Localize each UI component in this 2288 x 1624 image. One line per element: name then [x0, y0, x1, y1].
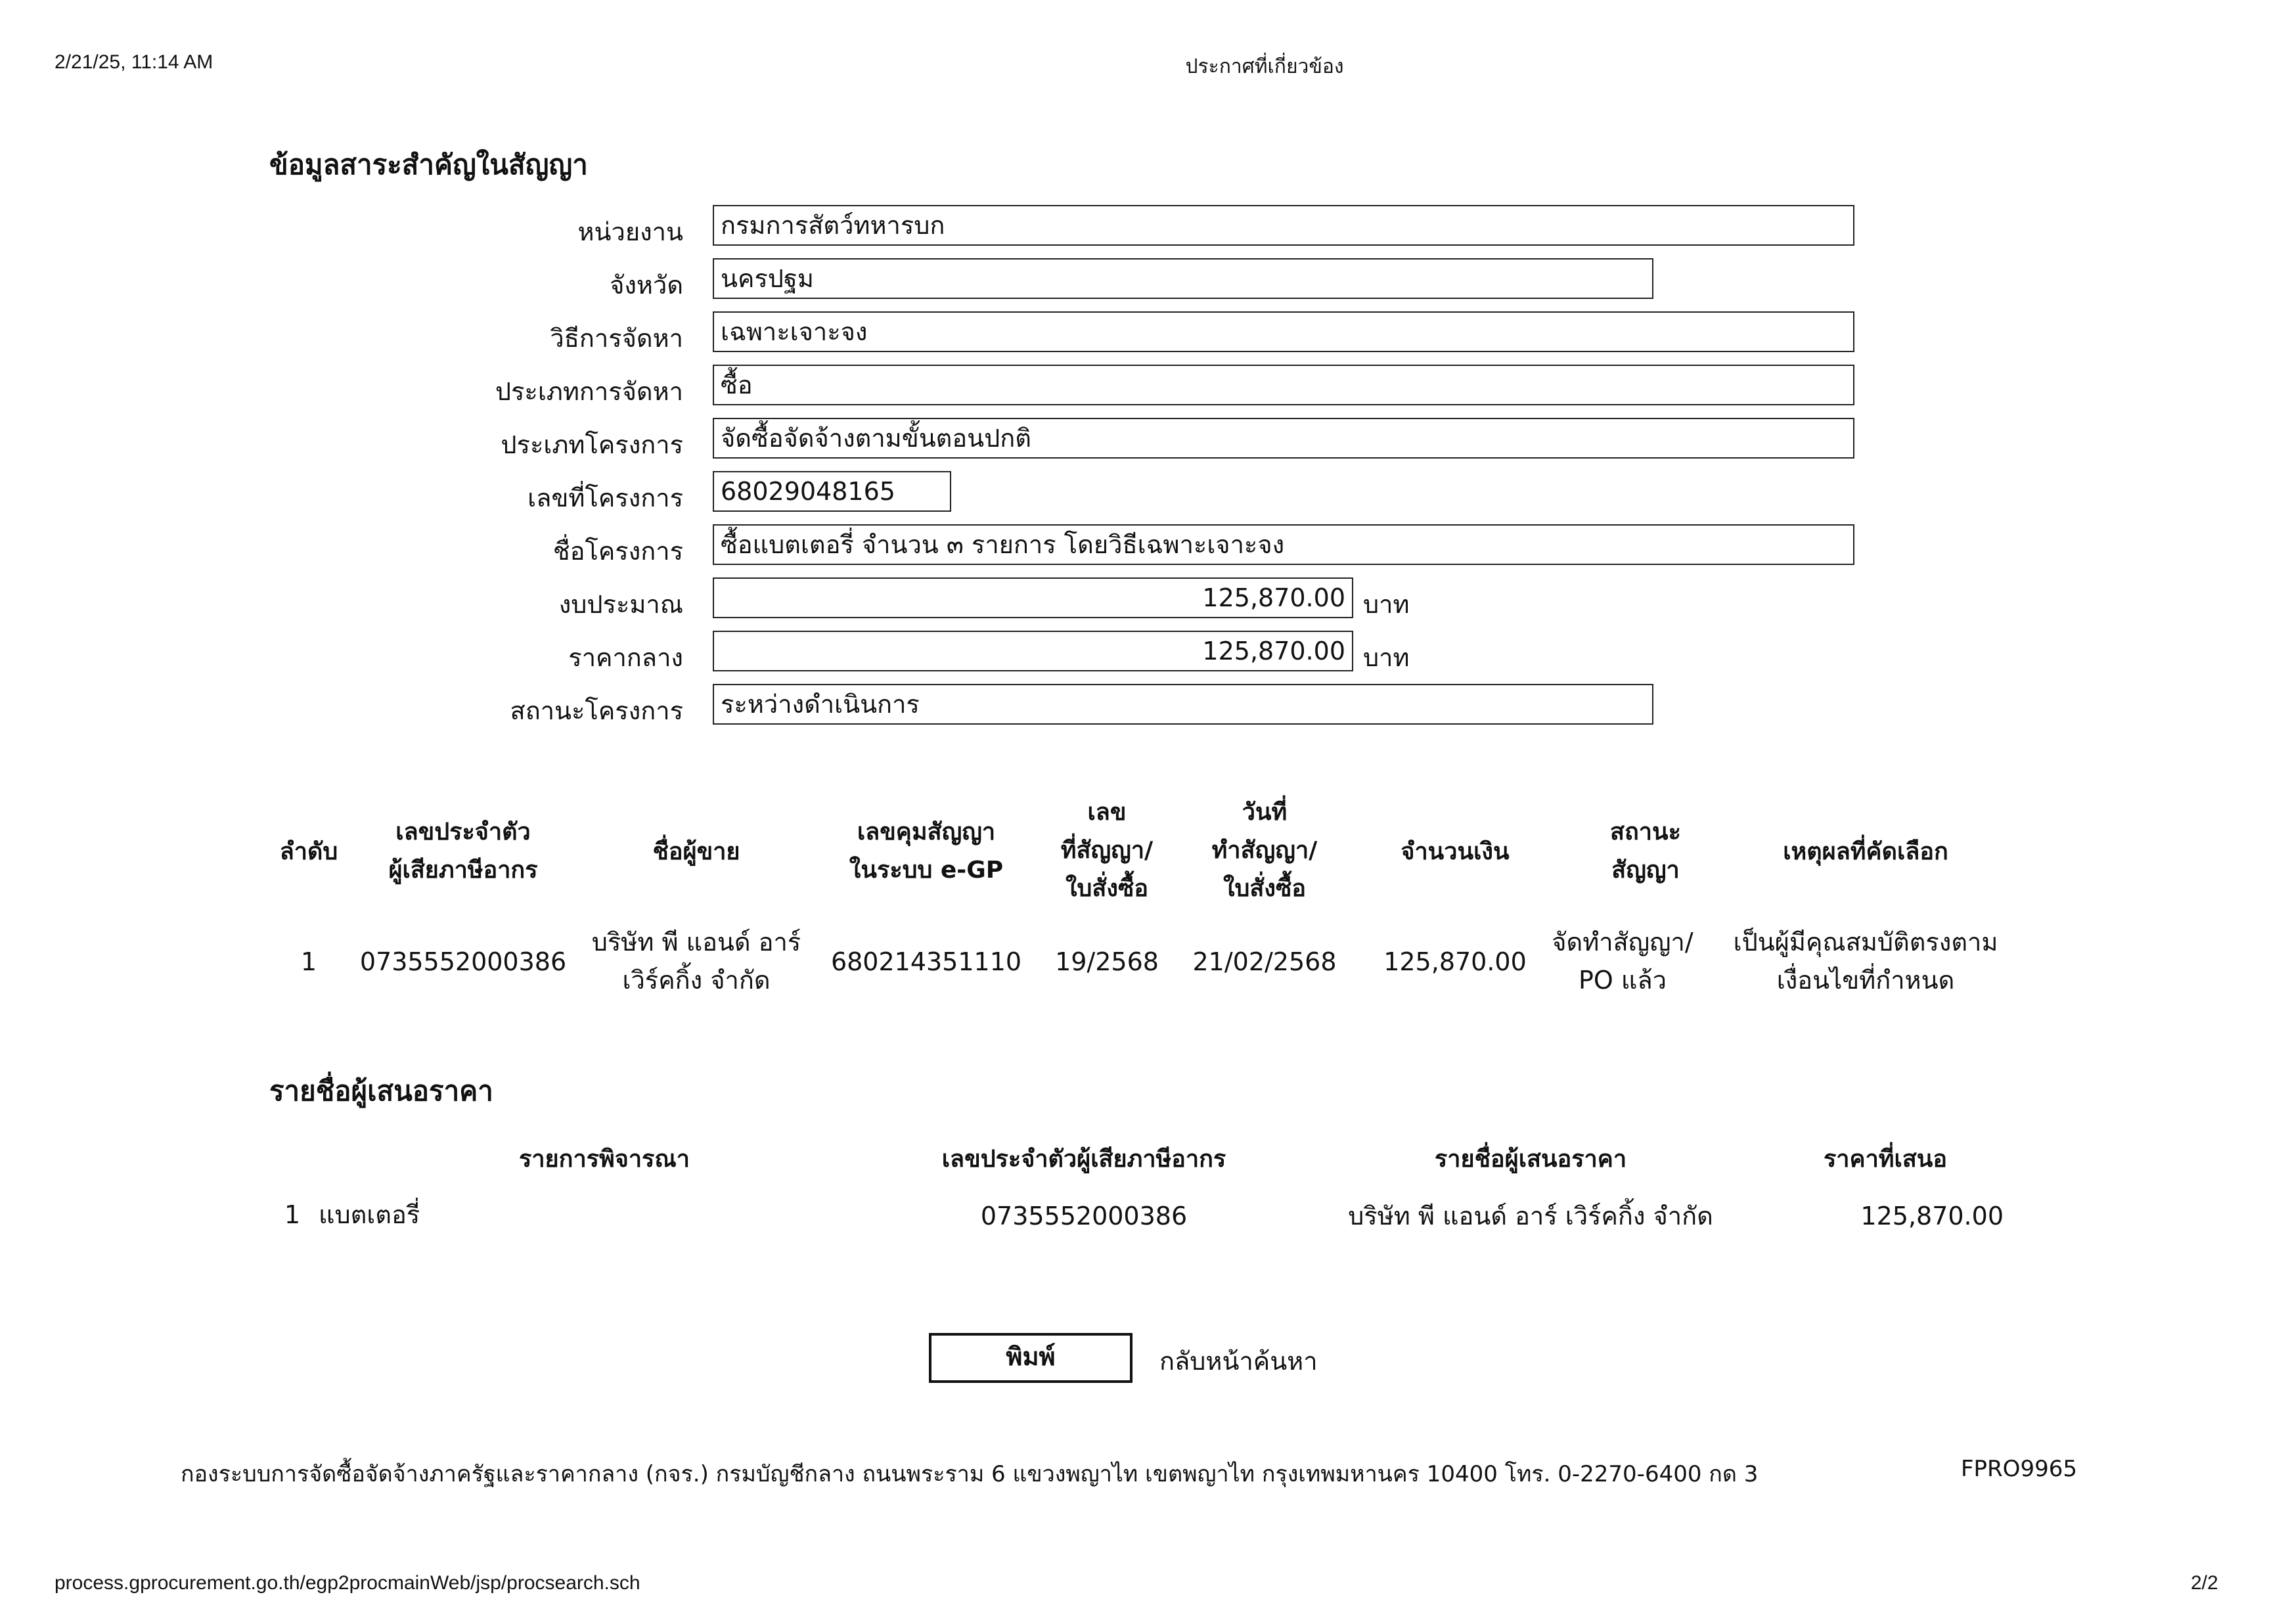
row-vendor-name: บริษัท พี แอนด์ อาร์ เวิร์คกิ้ง จำกัด [591, 928, 801, 995]
table-header-contract-number: เลข ที่สัญญา/ ใบสั่งซื้อ [1060, 799, 1154, 902]
back-to-search-link[interactable]: กลับหน้าค้นหา [1159, 1347, 1318, 1376]
print-datetime: 2/21/25, 11:14 AM [55, 51, 213, 73]
bidder-name: บริษัท พี แอนด์ อาร์ เวิร์คกิ้ง จำกัด [1348, 1202, 1713, 1230]
bidder-item: แบตเตอรี่ [319, 1200, 420, 1229]
bidders-header-tax-id: เลขประจำตัวผู้เสียภาษีอากร [941, 1146, 1226, 1173]
bidder-row-no: 1 [284, 1200, 301, 1229]
project-type-field: จัดซื้อจัดจ้างตามขั้นตอนปกติ [713, 418, 1854, 459]
row-selection-reason: เป็นผู้มีคุณสมบัติตรงตาม เงื่อนไขที่กำหนด [1733, 928, 1998, 995]
bidders-header-item: รายการพิจารณา [519, 1146, 690, 1173]
project-status-field: ระหว่างดำเนินการ [713, 684, 1653, 725]
table-header-tax-id: เลขประจำตัว ผู้เสียภาษีอากร [388, 819, 538, 884]
contract-summary-title: ข้อมูลสาระสำคัญในสัญญา [269, 148, 588, 181]
row-contract-date: 21/02/2568 [1192, 947, 1337, 976]
print-page-number: 2/2 [2191, 1572, 2218, 1594]
project-status-label: สถานะโครงการ [510, 696, 683, 725]
budget-label: งบประมาณ [558, 590, 683, 619]
project-name-label: ชื่อโครงการ [552, 537, 683, 566]
agency-label: หน่วยงาน [577, 217, 683, 246]
footer-address: กองระบบการจัดซื้อจัดจ้างภาครัฐและราคากลาง (กจร.) กรมบัญชีกลาง ถนนพระราม 6 แขวงพญาไท เขตพญาไท กรุงเทพมหานคร 10400 โทร. 0-2270-6400 กด 3 [181, 1461, 1759, 1487]
reference-price-field: 125,870.00 [713, 631, 1353, 671]
row-control-number: 680214351110 [830, 947, 1022, 976]
project-name-field: ซื้อแบตเตอรี่ จำนวน ๓ รายการ โดยวิธีเฉพาะเจาะจง [713, 524, 1854, 565]
bidder-price: 125,870.00 [1860, 1202, 2004, 1230]
table-header-selection-reason: เหตุผลที่คัดเลือก [1783, 838, 1948, 865]
project-type-label: ประเภทโครงการ [501, 430, 683, 459]
bidders-header-name: รายชื่อผู้เสนอราคา [1434, 1146, 1627, 1173]
table-header-contract-date: วันที่ ทำสัญญา/ ใบสั่งซื้อ [1211, 799, 1318, 902]
bidders-header-price: ราคาที่เสนอ [1823, 1146, 1948, 1173]
project-number-label: เลขที่โครงการ [527, 484, 683, 512]
footer-code: FPRO9965 [1961, 1456, 2077, 1482]
table-header-control-number: เลขคุมสัญญา ในระบบ e-GP [849, 819, 1004, 884]
project-number-field: 68029048165 [713, 471, 951, 512]
print-button[interactable]: พิมพ์ [929, 1333, 1133, 1383]
row-contract-status: จัดทำสัญญา/ PO แล้ว [1552, 928, 1694, 995]
province-field: นครปฐม [713, 258, 1653, 299]
table-header-contract-status: สถานะ สัญญา [1610, 819, 1681, 884]
budget-field: 125,870.00 [713, 577, 1353, 618]
budget-unit: บาท [1363, 590, 1410, 619]
procurement-method-field: เฉพาะเจาะจง [713, 311, 1854, 352]
reference-price-unit: บาท [1363, 643, 1410, 672]
province-label: จังหวัด [610, 271, 683, 300]
table-header-no: ลำดับ [279, 838, 338, 865]
print-url: process.gprocurement.go.th/egp2procmainWeb/jsp/procsearch.sch [55, 1572, 640, 1594]
print-page-title: ประกาศที่เกี่ยวข้อง [1185, 56, 1344, 78]
procurement-type-label: ประเภทการจัดหา [495, 377, 683, 406]
bidders-title: รายชื่อผู้เสนอราคา [269, 1075, 493, 1107]
row-tax-id: 0735552000386 [359, 947, 567, 976]
table-header-amount: จำนวนเงิน [1401, 838, 1510, 865]
procurement-type-field: ซื้อ [713, 365, 1854, 405]
reference-price-label: ราคากลาง [568, 643, 683, 672]
row-contract-number: 19/2568 [1055, 947, 1159, 976]
table-header-vendor-name: ชื่อผู้ขาย [652, 838, 740, 865]
row-amount: 125,870.00 [1383, 947, 1527, 976]
row-no: 1 [300, 947, 317, 976]
bidder-tax-id: 0735552000386 [980, 1202, 1188, 1230]
agency-field: กรมการสัตว์ทหารบก [713, 205, 1854, 246]
procurement-method-label: วิธีการจัดหา [550, 324, 683, 353]
